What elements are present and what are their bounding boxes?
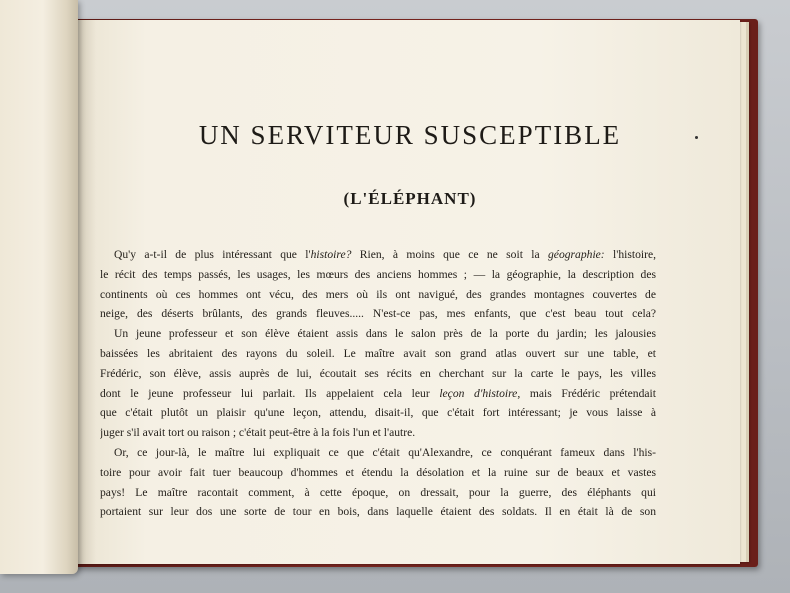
text-line: neige, des déserts brûlants, des grands fleuves..... N'est-ce pas, mes enfants, que c'est beau tout cela? [100, 307, 656, 321]
text-line: le récit des temps passés, les usages, les mœurs des anciens hommes ; — la géographie, la description des [100, 267, 656, 281]
text-line: Qu'y a-t-il de plus intéressant que l'histoire? Rien, à moins que ce ne soit la géographie: l'histoire, [114, 248, 656, 261]
text-line: juger s'il avait tort ou raison ; c'était peut-être à la fois l'un et l'autre. [100, 426, 416, 440]
page-subtitle: (L'ÉLÉPHANT) [343, 189, 477, 208]
body-text [100, 245, 656, 522]
text-line: baissées les abritaient des rayons du soleil. Le maître avait son grand atlas ouvert sur une table, et [100, 346, 656, 360]
text-line: Or, ce jour-là, le maître lui expliquait ce que c'était qu'Alexandre, ce conquérant fameux dans l'his- [114, 445, 656, 459]
text-line: Frédéric, son élève, assis auprès de lui, écoutait ses récits en cherchant sur la carte le pays, les villes [100, 366, 656, 380]
page-title: UN SERVITEUR SUSCEPTIBLE [198, 120, 622, 150]
ink-dot [695, 136, 698, 139]
text-line: Un jeune professeur et son élève étaient assis dans le salon près de la porte du jardin; les jalousies [114, 327, 656, 341]
text-line: que c'était plutôt un plaisir qu'une leçon, attendu, disait-il, que c'était fort intéressant; je vous laisse à [100, 406, 656, 420]
text-line: continents où ces hommes ont vécu, des mers où ils ont navigué, des grandes montagnes couvertes de [100, 287, 656, 301]
text-line: toire pour avoir fait tuer beaucoup d'hommes et étendu la désolation et la ruine sur de beaux et vastes [100, 465, 656, 479]
text-line: pays! Le maître racontait comment, à cette époque, on dressait, pour la guerre, des éléphants qui [100, 485, 656, 499]
left-page [0, 0, 78, 574]
text-line: portaient sur leur dos une sorte de tour en bois, dans laquelle étaient des soldats. Il en était là de son [100, 505, 656, 519]
text-line: dont le jeune professeur lui parlait. Ils appelaient cela leur leçon d'histoire, mais Frédéric prétendait [100, 386, 656, 400]
